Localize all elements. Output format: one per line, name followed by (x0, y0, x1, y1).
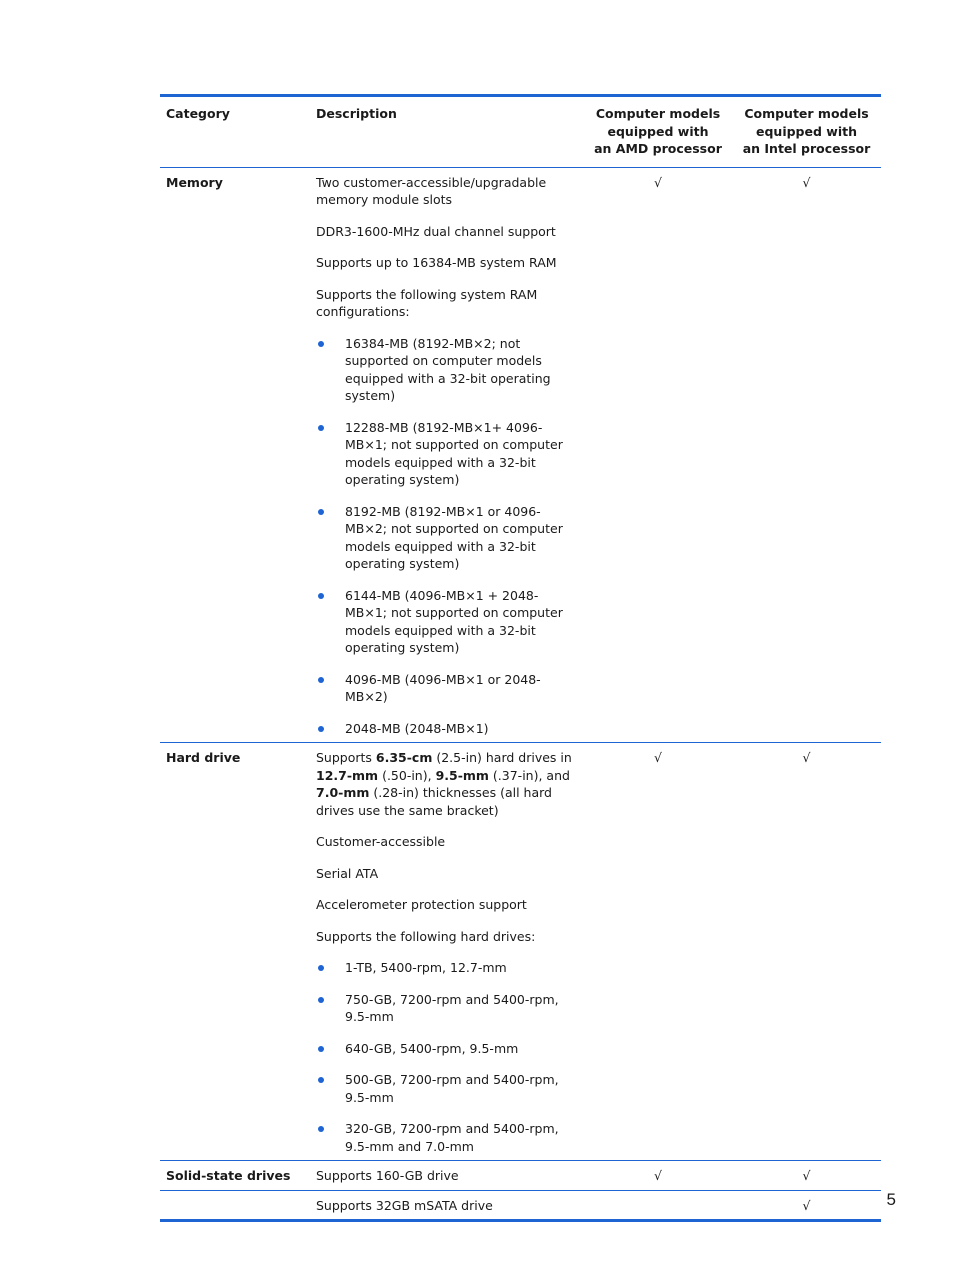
bullet-icon (318, 677, 324, 683)
bullet-icon (318, 1077, 324, 1083)
memory-description (310, 167, 584, 743)
hard-drive-description (310, 743, 584, 1161)
memory-para: Supports up to 16384-MB system RAM (316, 255, 557, 270)
hard-drive-para: Accelerometer protection support (316, 897, 527, 912)
ssd-amd-check: √ (654, 1168, 662, 1183)
ssd-intel-check: √ (802, 1197, 811, 1213)
list-item: 750-GB, 7200-rpm and 5400-rpm, 9.5-mm (316, 991, 578, 1026)
memory-para: Supports the following system RAM configurations: (316, 286, 538, 319)
ssd-category: Solid-state drives (166, 1168, 291, 1183)
bullet-icon (318, 997, 324, 1003)
memory-para: Two customer-accessible/upgradable memory module slots (316, 174, 547, 207)
ssd-description: Supports 32GB mSATA drive (316, 1197, 493, 1213)
hard-drive-para: Serial ATA (316, 865, 379, 881)
hard-drive-sizes: Supports 6.35-cm (2.5-in) hard drives in 12.7-mm (.50-in), 9.5-mm (.37-in), and 7.0-mm (.28-in) thicknesses (all hard drives use the same bracket) (316, 750, 572, 818)
list-item: 640-GB, 5400-rpm, 9.5-mm (316, 1040, 578, 1058)
ssd-row (160, 1190, 881, 1221)
ssd-description: Supports 160-GB drive (316, 1168, 459, 1183)
bullet-icon (318, 1126, 324, 1132)
hard-drive-row (160, 743, 881, 1161)
list-item: 4096-MB (4096-MB×1 or 2048-MB×2) (316, 671, 578, 706)
ssd-amd-check (584, 1190, 732, 1221)
bullet-icon (318, 341, 324, 347)
hard-drive-intel-check: √ (802, 750, 811, 765)
ssd-intel-check: √ (802, 1168, 811, 1183)
list-item: 8192-MB (8192-MB×1 or 4096-MB×2; not supported on computer models equipped with a 32-bit operating system) (316, 503, 578, 573)
memory-amd-check: √ (654, 174, 662, 190)
bullet-icon (318, 425, 324, 431)
list-item: 500-GB, 7200-rpm and 5400-rpm, 9.5-mm (316, 1071, 578, 1106)
list-item: 320-GB, 7200-rpm and 5400-rpm, 9.5-mm and 7.0-mm (316, 1120, 578, 1155)
header-category: Category (166, 106, 230, 121)
hard-drive-amd-check: √ (654, 750, 662, 765)
bullet-icon (318, 593, 324, 599)
hard-drive-para: Customer-accessible (316, 834, 446, 849)
memory-para: DDR3-1600-MHz dual channel support (316, 223, 556, 239)
bullet-icon (318, 1046, 324, 1052)
header-row (160, 96, 881, 168)
hard-drive-para: Supports the following hard drives: (316, 928, 536, 944)
list-item: 2048-MB (2048-MB×1) (316, 720, 578, 738)
header-intel: Computer models equipped with an Intel processor (742, 106, 871, 156)
list-item: 1-TB, 5400-rpm, 12.7-mm (316, 959, 578, 977)
bullet-icon (318, 726, 324, 732)
list-item: 6144-MB (4096-MB×1 + 2048-MB×1; not supported on computer models equipped with a 32-bit operating system) (316, 587, 578, 657)
memory-category: Memory (166, 174, 223, 190)
ssd-category-empty (160, 1190, 310, 1221)
ssd-row (160, 1161, 881, 1191)
header-amd: Computer models equipped with an AMD processor (594, 106, 722, 156)
spec-table (160, 94, 881, 1222)
hard-drive-list (316, 959, 578, 1155)
bullet-icon (318, 509, 324, 515)
list-item: 16384-MB (8192-MB×2; not supported on computer models equipped with a 32-bit operating system) (316, 335, 578, 405)
bullet-icon (318, 965, 324, 971)
page-number: 5 (886, 1190, 896, 1209)
list-item: 12288-MB (8192-MB×1+ 4096-MB×1; not supported on computer models equipped with a 32-bit operating system) (316, 419, 578, 489)
hard-drive-category: Hard drive (166, 750, 241, 765)
memory-intel-check: √ (802, 174, 811, 190)
memory-config-list (316, 335, 578, 738)
memory-row (160, 167, 881, 743)
header-description: Description (316, 106, 397, 121)
